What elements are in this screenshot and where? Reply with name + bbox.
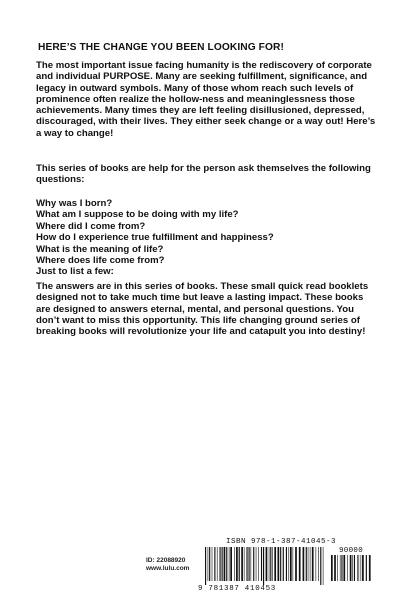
isbn-barcode bbox=[196, 538, 376, 594]
question-item: Where does life come from? bbox=[36, 255, 165, 267]
question-item: What is the meaning of life? bbox=[36, 243, 164, 255]
intro-paragraph: The most important issue facing humanity is the rediscovery of corporate and individual PURPOSE. Many are seeking fulfillment, significance, and legacy in outward symbols. Many of those whom reach such levels of prominence often realize the hollow-ness and meaninglessness those achievements. Many times they are left feeling disillusioned, depressed, discouraged, with their lives. They either seek change or a way out! Here’s a way to change! bbox=[36, 60, 376, 139]
question-item: Just to list a few: bbox=[36, 266, 114, 278]
question-item: How do I experience true fulfillment and happiness? bbox=[36, 232, 274, 244]
publisher-id: ID: 22088920 bbox=[146, 557, 186, 564]
series-paragraph: This series of books are help for the person ask themselves the following questions: bbox=[36, 163, 371, 186]
question-item: What am I suppose to be doing with my life? bbox=[36, 209, 239, 221]
price-code: 90000 bbox=[339, 547, 364, 555]
isbn-number: ISBN 978-1-387-41045-3 bbox=[226, 538, 337, 546]
ean-barcode-bars bbox=[204, 547, 324, 585]
answers-paragraph: The answers are in this series of books. These small quick read booklets designed not to take much time but leave a lasting impact. These books are designed to answers eternal, mental, and personal questions. You don’t want to miss this opportunity. This life changing ground series of breaking books will revolutionize your life and catapult you into destiny! bbox=[36, 281, 369, 338]
questions-list bbox=[36, 198, 376, 278]
publisher-site: www.lulu.com bbox=[146, 565, 190, 572]
cover-heading: HERE’S THE CHANGE YOU BEEN LOOKING FOR! bbox=[38, 42, 284, 53]
addon-barcode-bars bbox=[330, 555, 372, 585]
publisher-id-label bbox=[146, 557, 189, 573]
ean-number: 9 781387 410453 bbox=[198, 585, 277, 593]
question-item: Where did I come from? bbox=[36, 220, 146, 232]
question-item: Why was I born? bbox=[36, 198, 113, 209]
